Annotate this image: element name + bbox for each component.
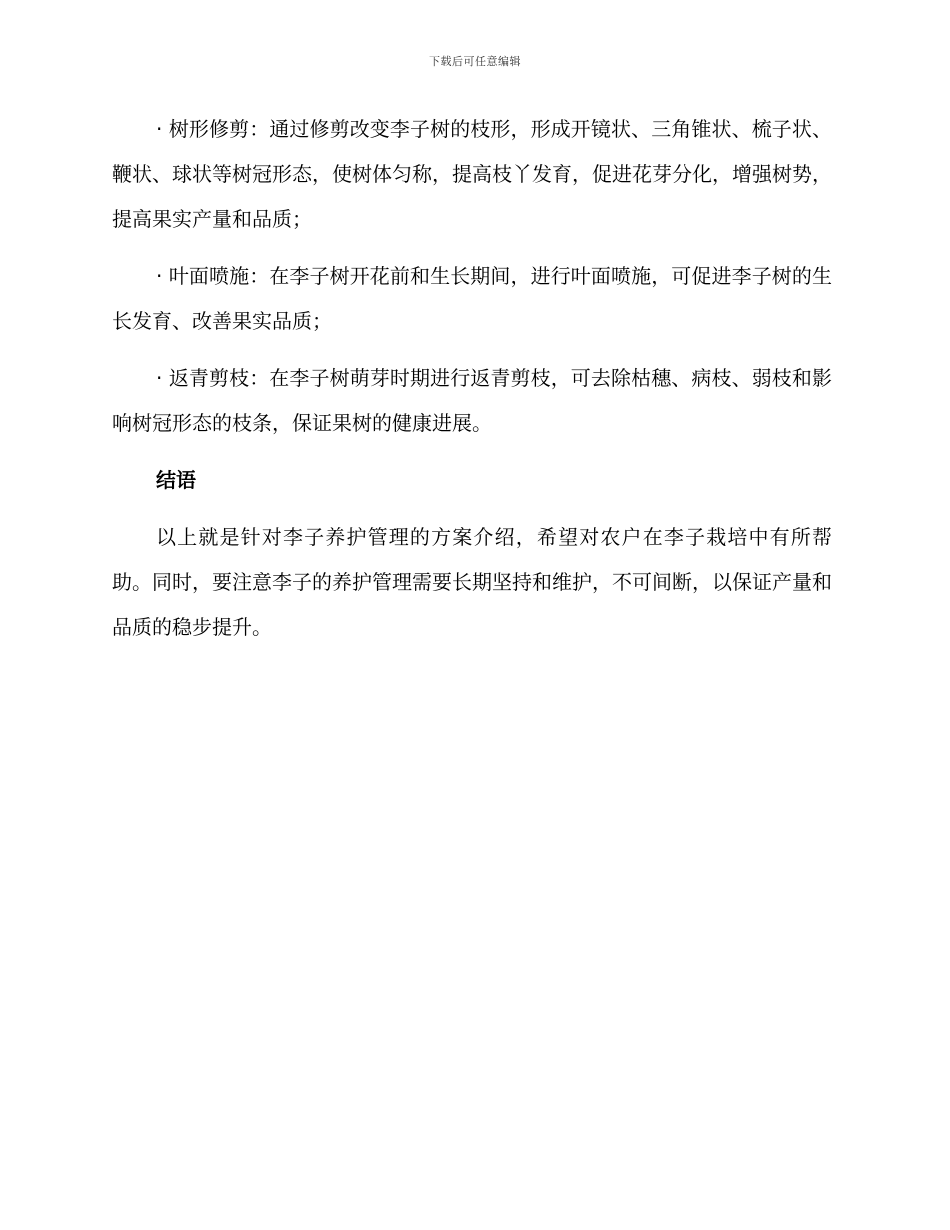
conclusion-paragraph: 以上就是针对李子养护管理的方案介绍，希望对农户在李子栽培中有所帮助。同时，要注意李子的养护管理需要长期坚持和维护，不可间断，以保证产量和品质的稳步提升。 — [112, 525, 832, 639]
bullet-paragraph-tree-pruning: · 树形修剪：通过修剪改变李子树的枝形，形成开镜状、三角锥状、梳子状、鞭状、球状等树冠形态，使树体匀称，提高枝丫发育，促进花芽分化，增强树势，提高果实产量和品质； — [112, 117, 832, 231]
header-note: 下载后可任意编辑 — [429, 55, 521, 68]
bullet-paragraph-greening-pruning: · 返青剪枝：在李子树萌芽时期进行返青剪枝，可去除枯穗、病枝、弱枝和影响树冠形态的枝条，保证果树的健康进展。 — [112, 366, 832, 435]
bullet-paragraph-foliar-spray: · 叶面喷施：在李子树开花前和生长期间，进行叶面喷施，可促进李子树的生长发育、改善果实品质； — [112, 264, 832, 333]
document-body — [112, 107, 832, 662]
conclusion-heading: 结语 — [156, 468, 196, 492]
